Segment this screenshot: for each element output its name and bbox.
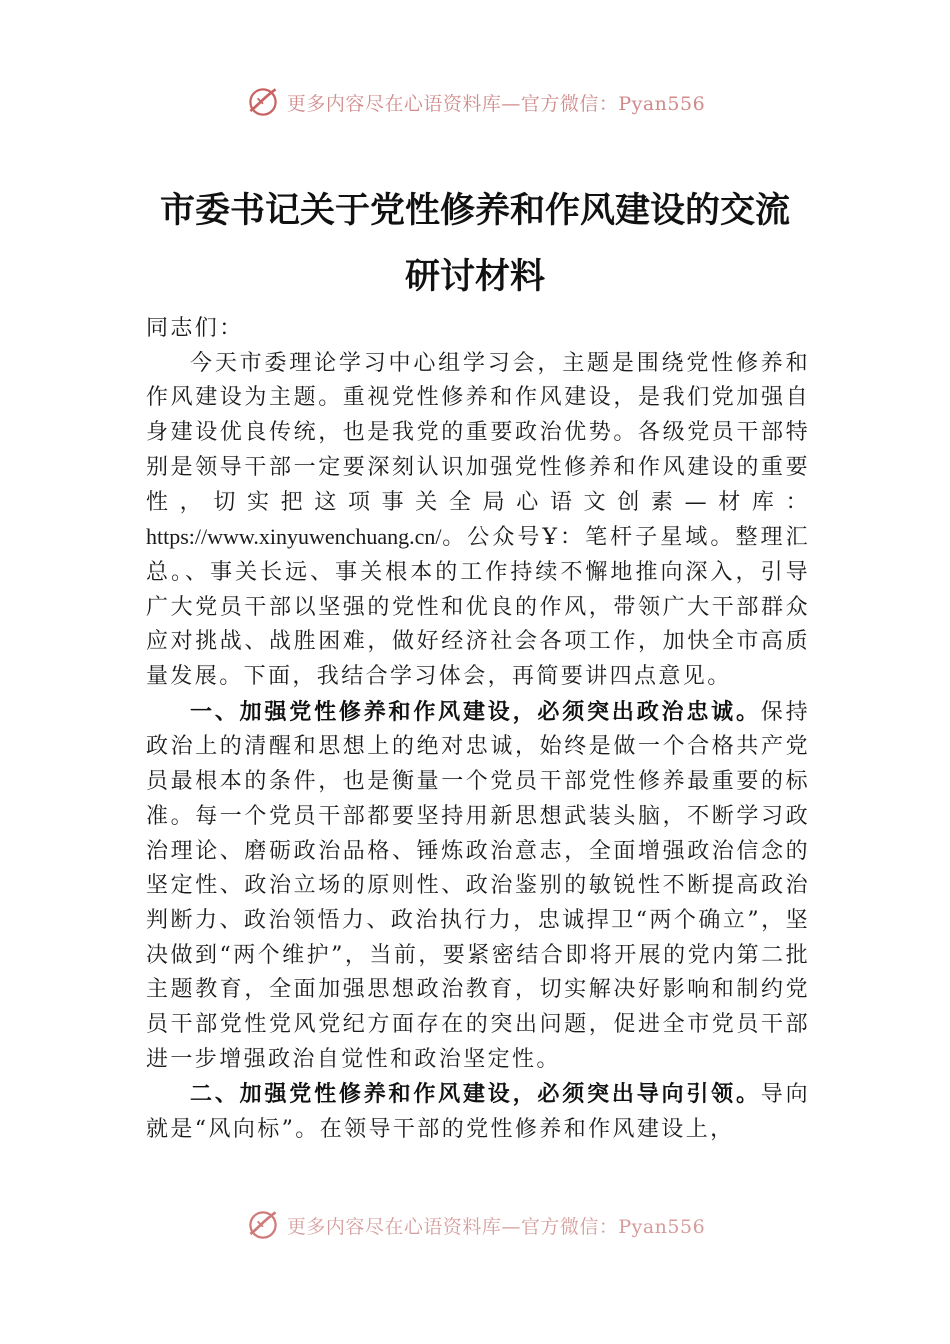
watermark-footer — [0, 1205, 950, 1245]
section-2-heading: 二、加强党性修养和作风建设，必须突出导向引领。 — [190, 1081, 761, 1108]
greeting: 同志们： — [146, 316, 244, 341]
section-1-heading: 一、加强党性修养和作风建设，必须突出政治忠诚。 — [190, 698, 761, 725]
intro-text-b: 。公众号Ұ：笔杆子星域。整理汇总。、事关长远、事关根本的工作持续不懈地推向深入，引导广大党员干部以坚强的党性和优良的作风，带领广大干部群众应对挑战、战胜困难，做好经济社会各项工作，加快全市高质量发展。下面，我结合学习体会，再简要讲四点意见。 — [146, 525, 810, 690]
pen-logo-icon — [245, 1207, 281, 1243]
document-title-line-1: 市委书记关于党性修养和作风建设的交流 — [159, 190, 790, 231]
pen-logo-icon — [245, 84, 281, 120]
intro-text-a: 今天市委理论学习中心组学习会，主题是围绕党性修养和作风建设为主题。重视党性修养和作风建设，是我们党加强自身建设优良传统，也是我党的重要政治优势。各级党员干部特别是领导干部一定要深刻认识加强党性修养和作风建设的重要性，切实把这项事关全局心语文创素—材库： — [146, 350, 810, 515]
section-2-paragraph — [146, 1077, 810, 1147]
section-2-text: 导向就是“风向标”。在领导干部的党性修养和作风建设上， — [146, 1082, 810, 1143]
watermark-text: 更多内容尽在心语资料库—官方微信：Pyan556 — [286, 1215, 706, 1238]
website-url: https://www.xinyuwenchuang.cn/ — [146, 524, 442, 550]
watermark-text: 更多内容尽在心语资料库—官方微信：Pyan556 — [286, 92, 706, 115]
section-1-text: 保持政治上的清醒和思想上的绝对忠诚，始终是做一个合格共产党员最根本的条件，也是衡量一个党员干部党性修养最重要的标准。每一个党员干部都要坚持用新思想武装头脑，不断学习政治理论、磨砺政治品格、锤炼政治意志，全面增强政治信念的坚定性、政治立场的原则性、政治鉴别的敏锐性不断提高政治判断力、政治领悟力、政治执行力，忠诚捍卫“两个确立”，坚决做到“两个维护”，当前，要紧密结合即将开展的党内第二批主题教育，全面加强思想政治教育，切实解决好影响和制约党员干部党性党风党纪方面存在的突出问题，促进全市党员干部进一步增强政治自觉性和政治坚定性。 — [146, 699, 810, 1072]
section-1-paragraph — [146, 695, 810, 1078]
document-body — [146, 312, 810, 1148]
watermark-header — [0, 82, 950, 122]
intro-paragraph — [146, 347, 810, 695]
document-title-line-2: 研讨材料 — [404, 256, 545, 297]
